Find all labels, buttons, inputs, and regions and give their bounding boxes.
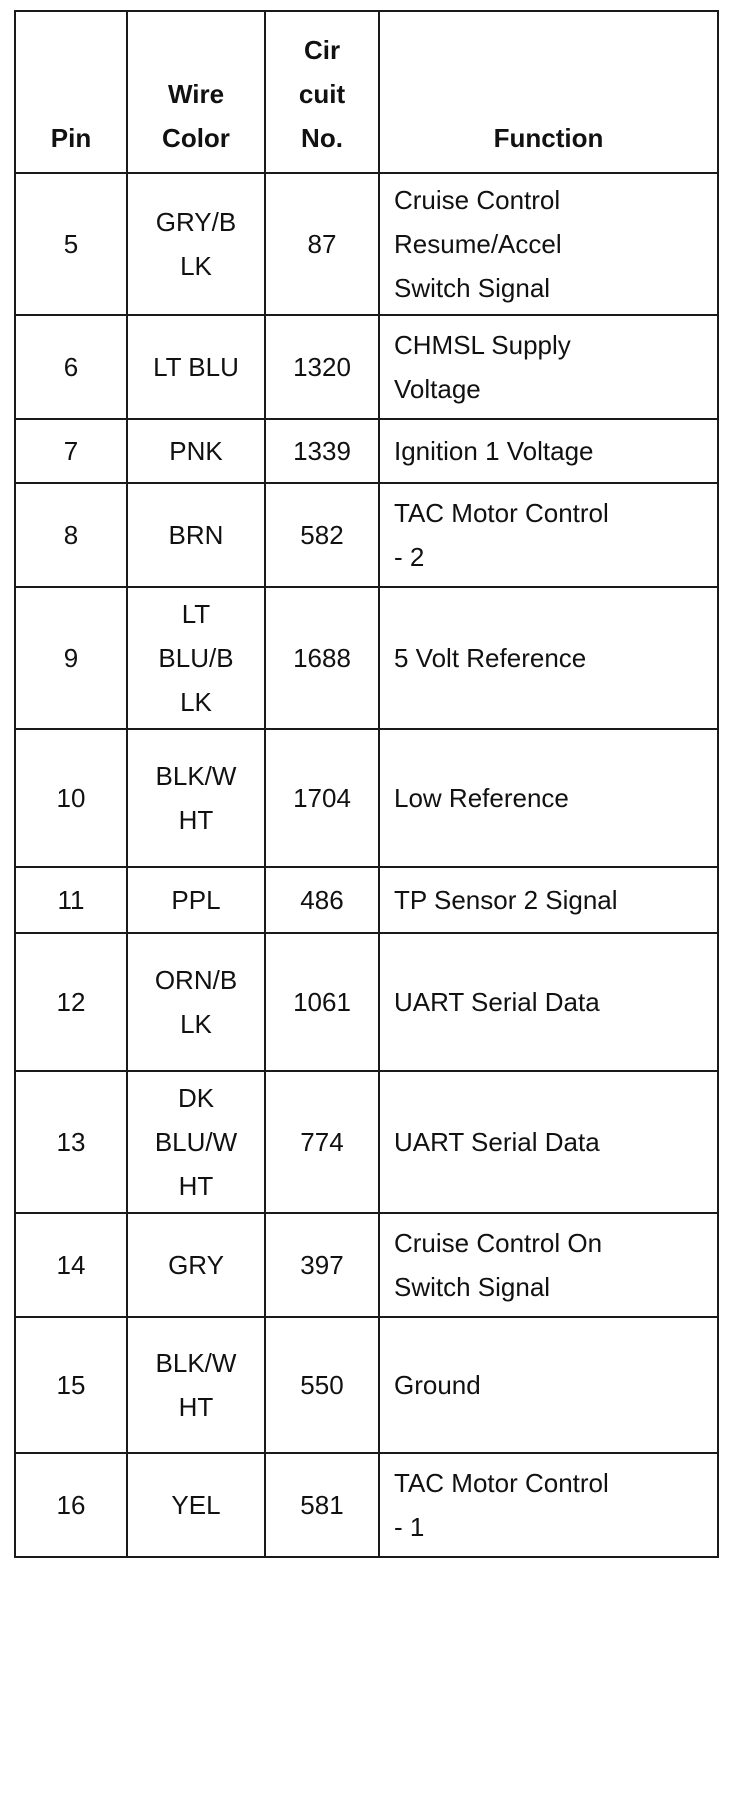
- table-row: [15, 1071, 718, 1213]
- pin-cell: 10: [15, 729, 127, 867]
- function-cell: Ignition 1 Voltage: [379, 419, 718, 483]
- pin-cell: 8: [15, 483, 127, 587]
- circuit-cell: 486: [265, 867, 379, 933]
- pin-cell: 7: [15, 419, 127, 483]
- function-cell: TP Sensor 2 Signal: [379, 867, 718, 933]
- pin-cell: 9: [15, 587, 127, 729]
- wire-color-cell: BLK/W HT: [127, 1317, 265, 1453]
- wire-color-cell: LT BLU: [127, 315, 265, 419]
- table-row: [15, 587, 718, 729]
- pin-cell: 6: [15, 315, 127, 419]
- table-row: [15, 729, 718, 867]
- circuit-cell: 582: [265, 483, 379, 587]
- function-cell: Ground: [379, 1317, 718, 1453]
- circuit-cell: 87: [265, 173, 379, 315]
- wire-color-cell: BRN: [127, 483, 265, 587]
- function-cell: CHMSL Supply Voltage: [379, 315, 718, 419]
- circuit-cell: 581: [265, 1453, 379, 1557]
- circuit-cell: 1704: [265, 729, 379, 867]
- table-row: [15, 933, 718, 1071]
- header-function: Function: [379, 11, 718, 173]
- wire-color-cell: GRY/B LK: [127, 173, 265, 315]
- wire-color-cell: YEL: [127, 1453, 265, 1557]
- table-row: [15, 1317, 718, 1453]
- wire-color-cell: BLK/W HT: [127, 729, 265, 867]
- circuit-cell: 774: [265, 1071, 379, 1213]
- header-circuit-no: Cir cuit No.: [265, 11, 379, 173]
- header-pin: Pin: [15, 11, 127, 173]
- function-cell: Low Reference: [379, 729, 718, 867]
- table-row: [15, 483, 718, 587]
- function-cell: UART Serial Data: [379, 1071, 718, 1213]
- function-cell: UART Serial Data: [379, 933, 718, 1071]
- wire-color-cell: PPL: [127, 867, 265, 933]
- function-cell: TAC Motor Control - 2: [379, 483, 718, 587]
- function-cell: TAC Motor Control - 1: [379, 1453, 718, 1557]
- circuit-cell: 1339: [265, 419, 379, 483]
- table-row: [15, 419, 718, 483]
- header-wire-color: Wire Color: [127, 11, 265, 173]
- circuit-cell: 1061: [265, 933, 379, 1071]
- pin-cell: 14: [15, 1213, 127, 1317]
- circuit-cell: 397: [265, 1213, 379, 1317]
- table-row: [15, 1213, 718, 1317]
- wire-color-cell: GRY: [127, 1213, 265, 1317]
- wire-color-cell: PNK: [127, 419, 265, 483]
- function-cell: 5 Volt Reference: [379, 587, 718, 729]
- function-cell: Cruise Control On Switch Signal: [379, 1213, 718, 1317]
- circuit-cell: 550: [265, 1317, 379, 1453]
- circuit-cell: 1688: [265, 587, 379, 729]
- table-row: [15, 1453, 718, 1557]
- pin-cell: 16: [15, 1453, 127, 1557]
- table-row: [15, 173, 718, 315]
- pin-cell: 12: [15, 933, 127, 1071]
- connector-pinout-table: [14, 10, 719, 1558]
- table-header-row: [15, 11, 718, 173]
- table-row: [15, 315, 718, 419]
- pin-cell: 5: [15, 173, 127, 315]
- wire-color-cell: DK BLU/W HT: [127, 1071, 265, 1213]
- pin-cell: 13: [15, 1071, 127, 1213]
- circuit-cell: 1320: [265, 315, 379, 419]
- function-cell: Cruise Control Resume/Accel Switch Signal: [379, 173, 718, 315]
- pin-cell: 11: [15, 867, 127, 933]
- wire-color-cell: LT BLU/B LK: [127, 587, 265, 729]
- table-row: [15, 867, 718, 933]
- pin-cell: 15: [15, 1317, 127, 1453]
- wire-color-cell: ORN/B LK: [127, 933, 265, 1071]
